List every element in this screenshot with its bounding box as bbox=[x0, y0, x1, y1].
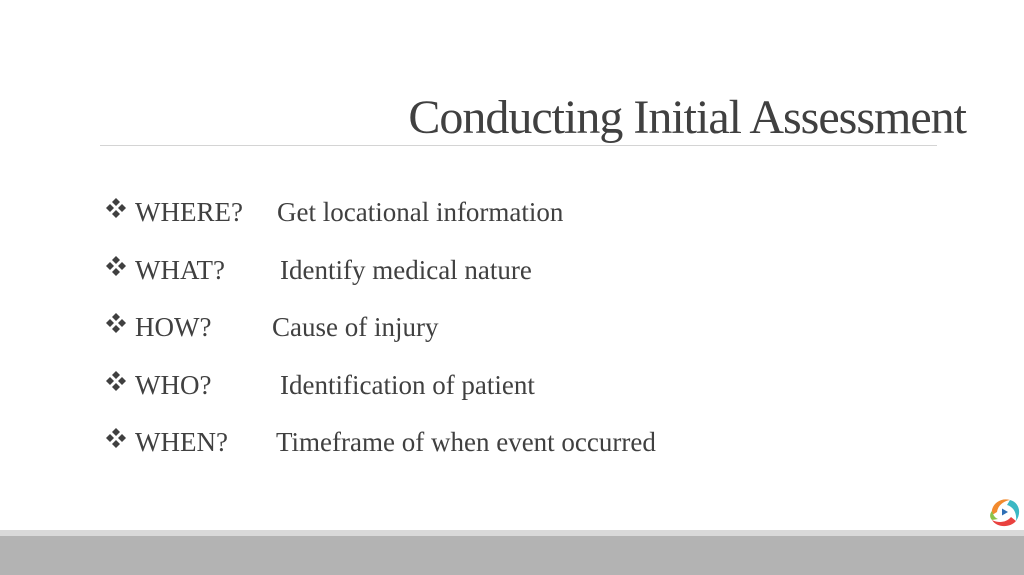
colorful-swirl-logo-icon bbox=[986, 495, 1022, 529]
bullet-value: Get locational information bbox=[277, 197, 564, 227]
bullet-key: WHAT? bbox=[135, 254, 225, 285]
four-diamond-bullet-icon bbox=[103, 193, 135, 231]
bullet-value: Cause of injury bbox=[272, 312, 439, 342]
bullet-key: HOW? bbox=[135, 312, 212, 342]
bullet-value: Identify medical nature bbox=[280, 254, 532, 285]
four-diamond-bullet-icon bbox=[103, 366, 135, 404]
bullet-item-where bbox=[103, 193, 564, 251]
bullet-value: Timeframe of when event occurred bbox=[276, 427, 656, 457]
footer-bar bbox=[0, 536, 1024, 575]
bullet-key: WHEN? bbox=[135, 427, 228, 457]
bullet-key: WHERE? bbox=[135, 197, 243, 227]
four-diamond-bullet-icon bbox=[103, 251, 135, 289]
bullet-key: WHO? bbox=[135, 369, 212, 400]
bullet-item-who bbox=[103, 366, 535, 424]
bullet-item-what bbox=[103, 251, 532, 309]
bullet-value: Identification of patient bbox=[280, 369, 535, 400]
slide-title: Conducting Initial Assessment bbox=[408, 91, 966, 144]
title-divider bbox=[100, 145, 937, 146]
bullet-item-when bbox=[103, 423, 656, 481]
four-diamond-bullet-icon bbox=[103, 423, 135, 461]
bullet-item-how bbox=[103, 308, 439, 366]
bullet-list bbox=[103, 193, 656, 481]
four-diamond-bullet-icon bbox=[103, 308, 135, 346]
